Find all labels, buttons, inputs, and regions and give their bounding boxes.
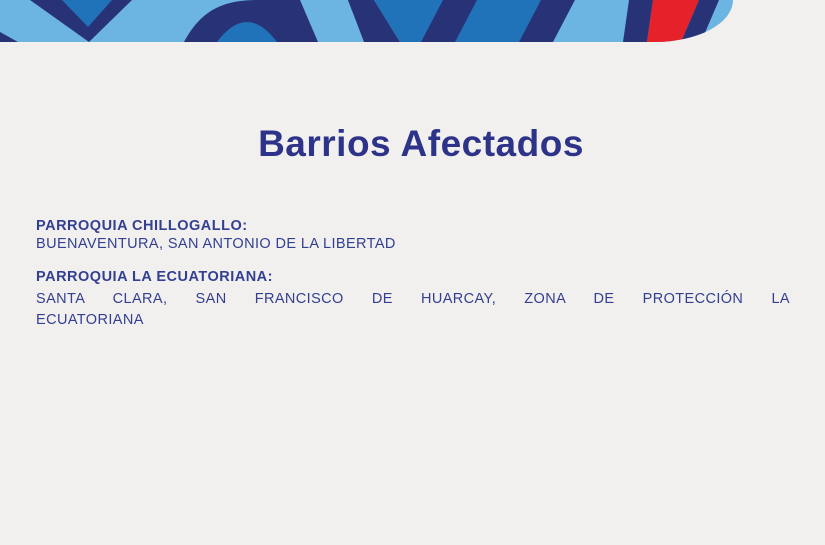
section-text-line: SANTA CLARA, SAN FRANCISCO DE HUARCAY, ZONA DE PROTECCIÓN LA <box>36 290 790 307</box>
section-parroquia-la-ecuatoriana <box>36 267 790 332</box>
section-text-line: BUENAVENTURA, SAN ANTONIO DE LA LIBERTAD <box>36 236 396 252</box>
section-label: PARROQUIA CHILLOGALLO: <box>36 218 248 234</box>
header-pattern-band <box>0 0 733 42</box>
section-parroquia-chillogallo <box>36 217 790 253</box>
header-pattern <box>0 0 733 42</box>
section-label: PARROQUIA LA ECUATORIANA: <box>36 269 273 285</box>
section-text-line: ECUATORIANA <box>36 312 144 328</box>
content-area <box>36 217 790 332</box>
page-title: Barrios Afectados <box>258 123 584 164</box>
